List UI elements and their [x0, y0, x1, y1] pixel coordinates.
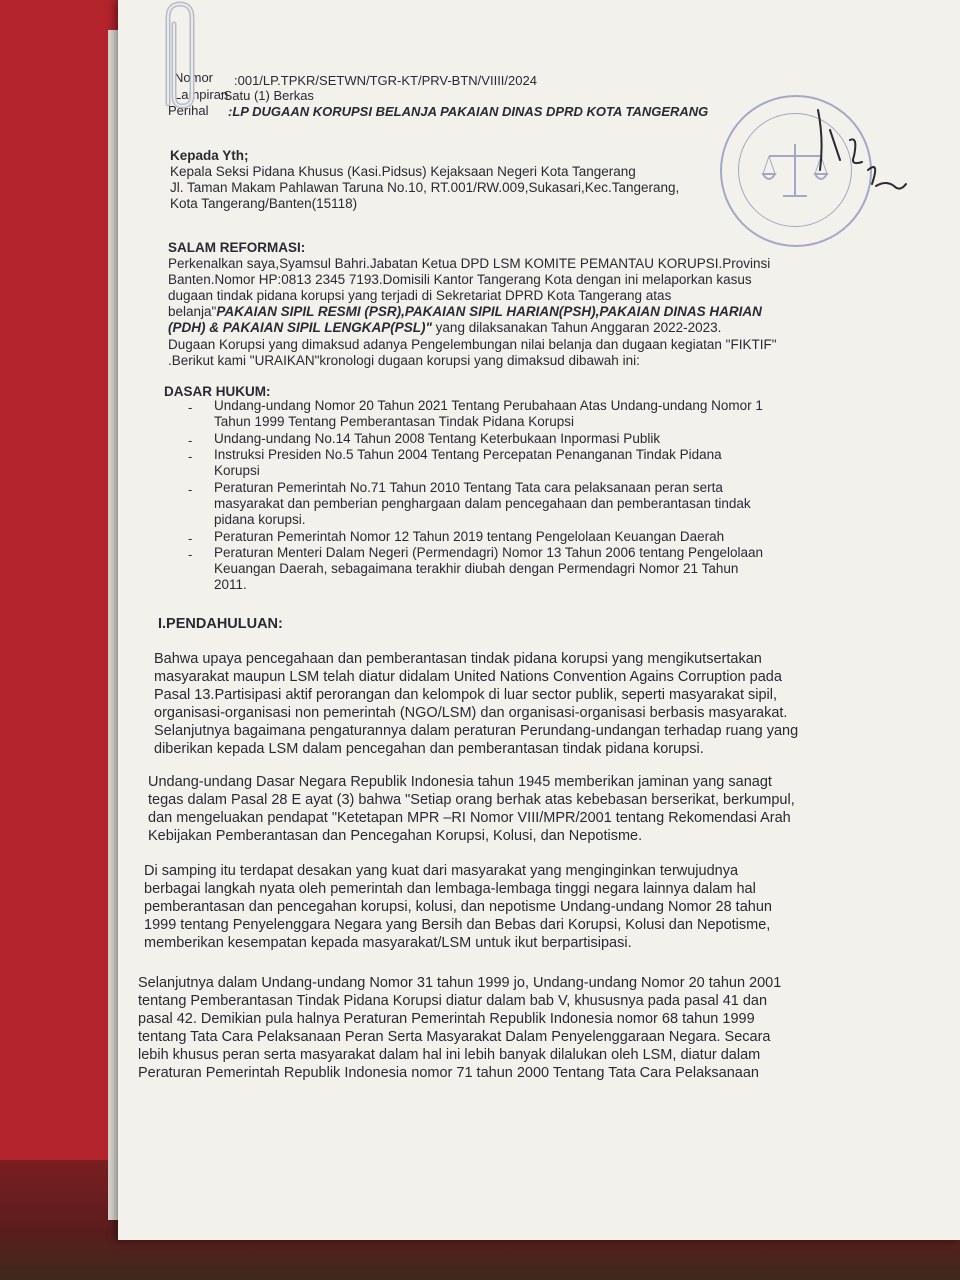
salam-belanja-line: [168, 304, 762, 320]
pdh-rest: yang dilaksanakan Tahun Anggaran 2022-2023.: [431, 320, 722, 335]
dasar-item: [214, 529, 724, 545]
list-bullet: -: [188, 482, 193, 497]
paragraph-line: pasal 42. Demikian pula halnya Peraturan Pemerintah Republik Indonesia nomor 68 tahun 1999: [138, 1011, 755, 1027]
paragraph: [154, 650, 798, 758]
perihal-label: Perihal: [168, 103, 209, 118]
dasar-item-line: Keuangan Daerah, sebagaimana terakhir diubah dengan Permendagri Nomor 21 Tahun: [214, 561, 739, 576]
dasar-item-line: Tahun 1999 Tentang Pemberantasan Tindak Pidana Korupsi: [214, 414, 575, 429]
paper-clip-icon: [148, 0, 208, 110]
paragraph: [138, 974, 781, 1082]
paragraph-line: Undang-undang Dasar Negara Republik Indonesia tahun 1945 memberikan jaminan yang sanagt: [148, 774, 772, 790]
salam-line: Perkenalkan saya,Syamsul Bahri.Jabatan Ketua DPD LSM KOMITE PEMANTAU KORUPSI.Provinsi: [168, 256, 771, 271]
dasar-item-line: Undang-undang Nomor 20 Tahun 2021 Tentang Perubahaan Atas Undang-undang Nomor 1: [214, 398, 763, 413]
dasar-item-line: Undang-undang No.14 Tahun 2008 Tentang Keterbukaan Inpormasi Publik: [214, 431, 661, 446]
dasar-heading: DASAR HUKUM:: [164, 384, 271, 399]
lampiran-value: :Satu (1) Berkas: [220, 88, 314, 103]
paragraph: [144, 862, 772, 952]
dasar-item-line: Peraturan Pemerintah Nomor 12 Tahun 2019 tentang Pengelolaan Keuangan Daerah: [214, 529, 725, 544]
recipient-line: Jl. Taman Makam Pahlawan Taruna No.10, RT.001/RW.009,Sukasari,Kec.Tangerang,: [170, 180, 680, 195]
salam-pdh-line: [168, 320, 721, 336]
list-bullet: -: [188, 547, 193, 562]
dasar-item: [214, 447, 722, 479]
recipient-greeting: Kepada Yth;: [170, 148, 249, 163]
dasar-item: [214, 431, 660, 447]
paragraph-line: 1999 tentang Penyelenggara Negara yang Bersih dan Bebas dari Korupsi, Kolusi dan Nepotisme,: [144, 917, 771, 933]
nomor-label: Nomor: [174, 70, 214, 85]
pdh-items: (PDH) & PAKAIAN SIPIL LENGKAP(PSL)": [168, 320, 432, 335]
salam-line: dugaan tindak pidana korupsi yang terjadi di Sekretariat DPRD Kota Tangerang atas: [168, 288, 672, 303]
paragraph-line: Di samping itu terdapat desakan yang kuat dari masyarakat yang menginginkan terwujudnya: [144, 863, 739, 879]
dasar-item: [214, 398, 763, 430]
dasar-item-line: masyarakat dan pemberian penghargaan dalam pencegahaan dan pemberantasan tindak: [214, 496, 751, 511]
dasar-item-line: Peraturan Menteri Dalam Negeri (Permendagri) Nomor 13 Tahun 2006 tentang Pengelolaan: [214, 545, 764, 560]
paragraph-line: dan mengeluakan pendapat "Ketetapan MPR –RI Nomor VIII/MPR/2001 tentang Rekomendasi Arah: [148, 810, 791, 826]
paragraph-line: Selanjutnya dalam Undang-undang Nomor 31 tahun 1999 jo, Undang-undang Nomor 20 tahun 2001: [138, 975, 782, 991]
recipient-line: Kota Tangerang/Banten(15118): [170, 196, 358, 211]
lampiran-label: Lampiran: [174, 87, 229, 102]
belanja-prefix: belanja": [168, 304, 217, 319]
list-bullet: -: [188, 400, 193, 415]
nomor-value: :001/LP.TPKR/SETWN/TGR-KT/PRV-BTN/VIIII/2024: [234, 73, 537, 88]
salam-heading: SALAM REFORMASI:: [168, 240, 306, 255]
belanja-items: PAKAIAN SIPIL RESMI (PSR),PAKAIAN SIPIL HARIAN(PSH),PAKAIAN DINAS HARIAN: [216, 304, 762, 319]
recipient-line: Kepala Seksi Pidana Khusus (Kasi.Pidsus) Kejaksaan Negeri Kota Tangerang: [170, 164, 636, 179]
paragraph: [148, 773, 795, 845]
paragraph-line: Bahwa upaya pencegahaan dan pemberantasan tindak pidana korupsi yang mengikutsertakan: [154, 651, 762, 667]
paragraph-line: organisasi-organisasi non pemerintah (NGO/LSM) dan organisasi-organisasi berbasis masyarakat.: [154, 705, 788, 721]
pendahuluan-heading: I.PENDAHULUAN:: [158, 616, 283, 632]
dasar-item-line: Peraturan Pemerintah No.71 Tahun 2010 Tentang Tata cara pelaksanaan peran serta: [214, 480, 723, 495]
dasar-item: [214, 480, 751, 528]
paragraph-line: tegas dalam Pasal 28 E ayat (3) bahwa "Setiap orang berhak atas kebebasan berserikat, berkumpul,: [148, 792, 795, 808]
salam-line: Banten.Nomor HP:0813 2345 7193.Domisili Kantor Tangerang Kota dengan ini melaporkan kasus: [168, 272, 752, 287]
list-bullet: -: [188, 531, 193, 546]
perihal-value: :LP DUGAAN KORUPSI BELANJA PAKAIAN DINAS DPRD KOTA TANGERANG: [228, 104, 709, 119]
paragraph-line: masyarakat maupun LSM telah diatur didalam United Nations Convention Agains Corruption pada: [154, 669, 782, 685]
list-bullet: -: [188, 433, 193, 448]
salam-line: Dugaan Korupsi yang dimaksud adanya Pengelembungan nilai belanja dan dugaan kegiatan "FIKTIF": [168, 337, 777, 352]
paragraph-line: tentang Pemberantasan Tindak Pidana Korupsi diatur dalam bab V, khususnya pada pasal 41 dan: [138, 993, 768, 1009]
paragraph-line: tentang Tata Cara Pelaksanaan Peran Serta Masyarakat Dalam Penyelenggaraan Negara. Secara: [138, 1029, 771, 1045]
dasar-item-line: 2011.: [214, 577, 247, 592]
dasar-item-line: Korupsi: [214, 463, 260, 478]
paragraph-line: memberikan kesempatan kepada masyarakat/LSM untuk ikut berpartisipasi.: [144, 935, 632, 951]
paragraph-line: Kebijakan Pemberantasan dan Pencegahan Korupsi, Kolusi, dan Nepotisme.: [148, 828, 643, 844]
paragraph-line: diberikan kepada LSM dalam pencegahan dan pemberantasan tindak pidana korupsi.: [154, 741, 704, 757]
paragraph-line: Pasal 13.Partisipasi aktif perorangan dan kelompok di luar sector publik, seperti masyarakat sipil,: [154, 687, 778, 703]
paragraph-line: berbagai langkah nyata oleh pemerintah dan lembaga-lembaga tinggi negara lainnya dalam hal: [144, 881, 756, 897]
dasar-item-line: Instruksi Presiden No.5 Tahun 2004 Tentang Percepatan Penanganan Tindak Pidana: [214, 447, 722, 462]
salam-line: .Berikut kami "URAIKAN"kronologi dugaan korupsi yang dimaksud dibawah ini:: [168, 353, 640, 368]
paragraph-line: lebih khusus peran serta masyarakat dalam hal ini lebih banyak dilalukan oleh LSM, diatur dalam: [138, 1047, 761, 1063]
handwritten-signature: [810, 100, 910, 200]
paragraph-line: Peraturan Pemerintah Republik Indonesia nomor 71 tahun 2000 Tentang Tata Cara Pelaksanaan: [138, 1065, 759, 1081]
list-bullet: -: [188, 449, 193, 464]
dasar-item-line: pidana korupsi.: [214, 512, 306, 527]
dasar-item: [214, 545, 763, 593]
paragraph-line: pemberantasan dan pencegahan korupsi, kolusi, dan nepotisme Undang-undang Nomor 28 tahun: [144, 899, 772, 915]
paragraph-line: Selanjutnya bagaimana pengaturannya dalam peraturan Perundang-undangan terhadap ruang yang: [154, 723, 799, 739]
